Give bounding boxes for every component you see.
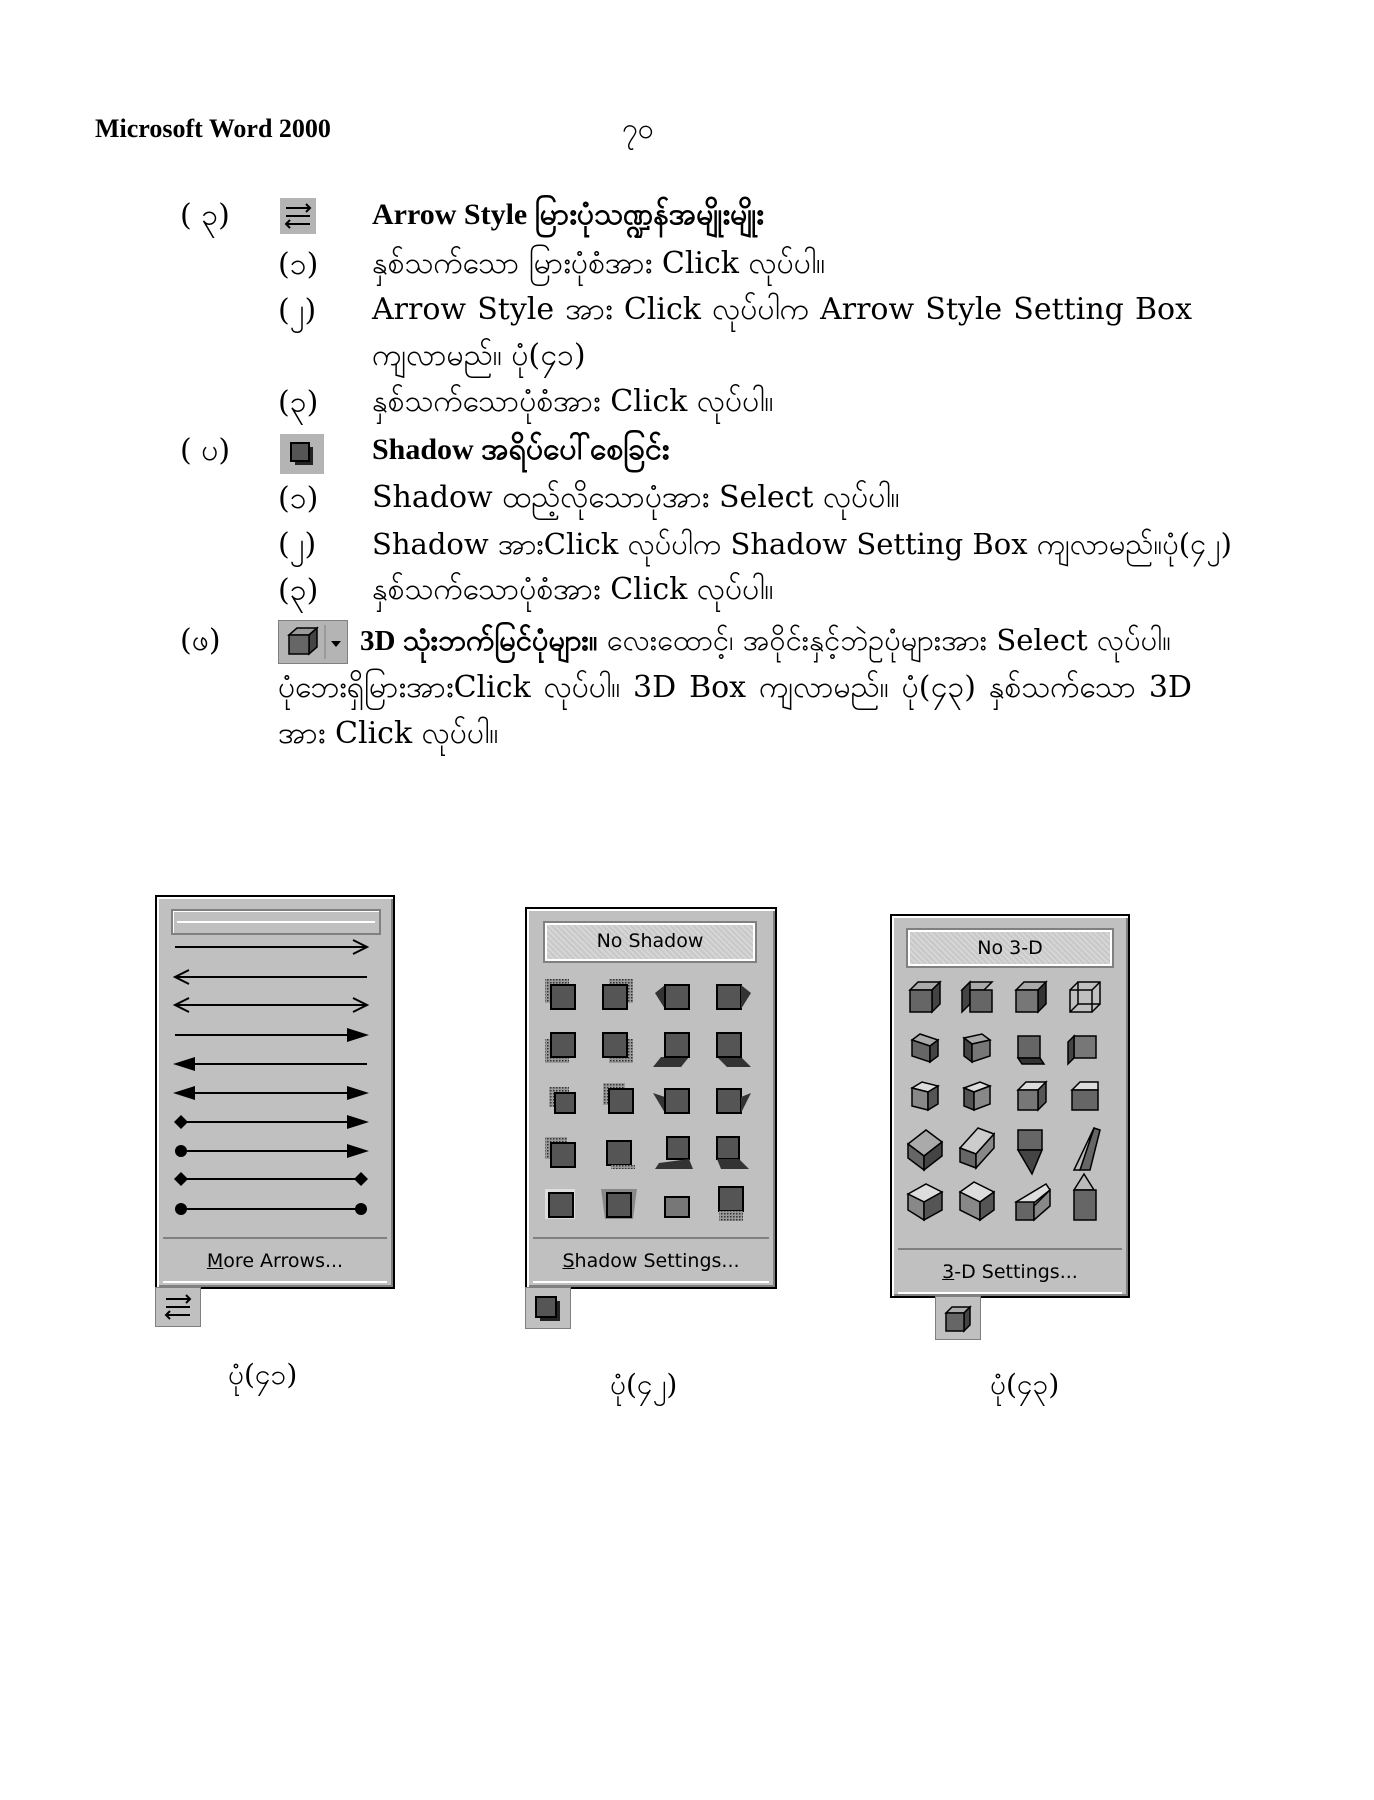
item-text: Shadow ထည့်လိုသောပုံအား Select လုပ်ပါ။ (372, 480, 900, 515)
item-number: (၂) (278, 527, 317, 562)
section-3d-line1 (360, 620, 1171, 661)
arrow-style-plain-line[interactable] (171, 909, 381, 935)
arrow-style-icon[interactable] (155, 1287, 201, 1327)
section-number: (ဖ) (180, 623, 221, 658)
section-text: လေးထောင့်၊ အဝိုင်းနှင့်ဘဲဥပုံများအား Select လုပ်ပါ။ (606, 623, 1171, 657)
item-number: (၁) (278, 481, 319, 516)
more-arrows-button[interactable]: More Arrows... (163, 1237, 387, 1283)
shadow-style-grid[interactable] (541, 979, 761, 1234)
item-number: (၃) (278, 385, 319, 420)
3d-settings-button[interactable]: 3-D Settings... (898, 1248, 1122, 1294)
arrow-style-panel (155, 895, 395, 1289)
page-number: ၇၀ (622, 112, 654, 145)
section-title: 3D သုံးဘက်မြင်ပုံများ။ (360, 625, 598, 657)
item-text: နှစ်သက်သောပုံစံအား Click လုပ်ပါ။ (372, 572, 774, 607)
figure-caption-42: ပုံ(၄၂) (610, 1368, 678, 1401)
shadow-icon[interactable] (280, 434, 324, 474)
section-title: Shadow အရိပ်ပေါ်စေခြင်း (372, 433, 670, 466)
item-text: Shadow အားClick လုပ်ပါက Shadow Setting Box ကျလာမည်။ပုံ(၄၂) (372, 527, 1232, 561)
item-number: (၂) (278, 293, 317, 328)
section-title: Arrow Style မြားပုံသဏ္ဍန်အမျိုးမျိုး (372, 198, 764, 231)
figure-caption-41: ပုံ(၄၁) (228, 1358, 298, 1391)
3d-style-icon[interactable] (935, 1296, 981, 1340)
section-3d-line3: အား Click လုပ်ပါ။ (278, 716, 499, 751)
arrow-style-round-ends[interactable] (171, 1199, 381, 1219)
section-number: ( ပ) (180, 433, 231, 468)
no-shadow-button[interactable]: No Shadow (545, 923, 755, 961)
3d-style-icon[interactable] (278, 620, 348, 664)
arrow-style-options[interactable] (171, 937, 381, 1197)
arrow-style-icon[interactable] (280, 198, 316, 234)
item-text: နှစ်သက်သောပုံစံအား Click လုပ်ပါ။ (372, 384, 774, 419)
item-text: Arrow Style အား Click လုပ်ပါက Arrow Style Setting Box (372, 292, 1192, 327)
figure-caption-43: ပုံ(၄၃) (990, 1368, 1060, 1401)
shadow-settings-button[interactable]: Shadow Settings... (533, 1237, 769, 1283)
item-text: နှစ်သက်သော မြားပုံစံအား Click လုပ်ပါ။ (372, 246, 826, 281)
document-header-title: Microsoft Word 2000 (95, 114, 331, 143)
3d-style-grid[interactable] (904, 978, 1120, 1238)
shadow-style-panel (525, 907, 777, 1289)
shadow-icon[interactable] (525, 1287, 571, 1329)
item-number: (၃) (278, 573, 319, 608)
3d-style-panel (890, 914, 1130, 1298)
section-3d-line2: ပုံဘေးရှိမြားအားClick လုပ်ပါ။ 3D Box ကျလာမည်။ ပုံ(၄၃) နှစ်သက်သော 3D (278, 670, 1192, 705)
item-text-continued: ကျလာမည်။ ပုံ(၄၁) (372, 338, 586, 373)
item-number: (၁) (278, 247, 319, 282)
section-number: ( ၃) (180, 198, 230, 233)
no-3d-button[interactable]: No 3-D (908, 930, 1112, 966)
